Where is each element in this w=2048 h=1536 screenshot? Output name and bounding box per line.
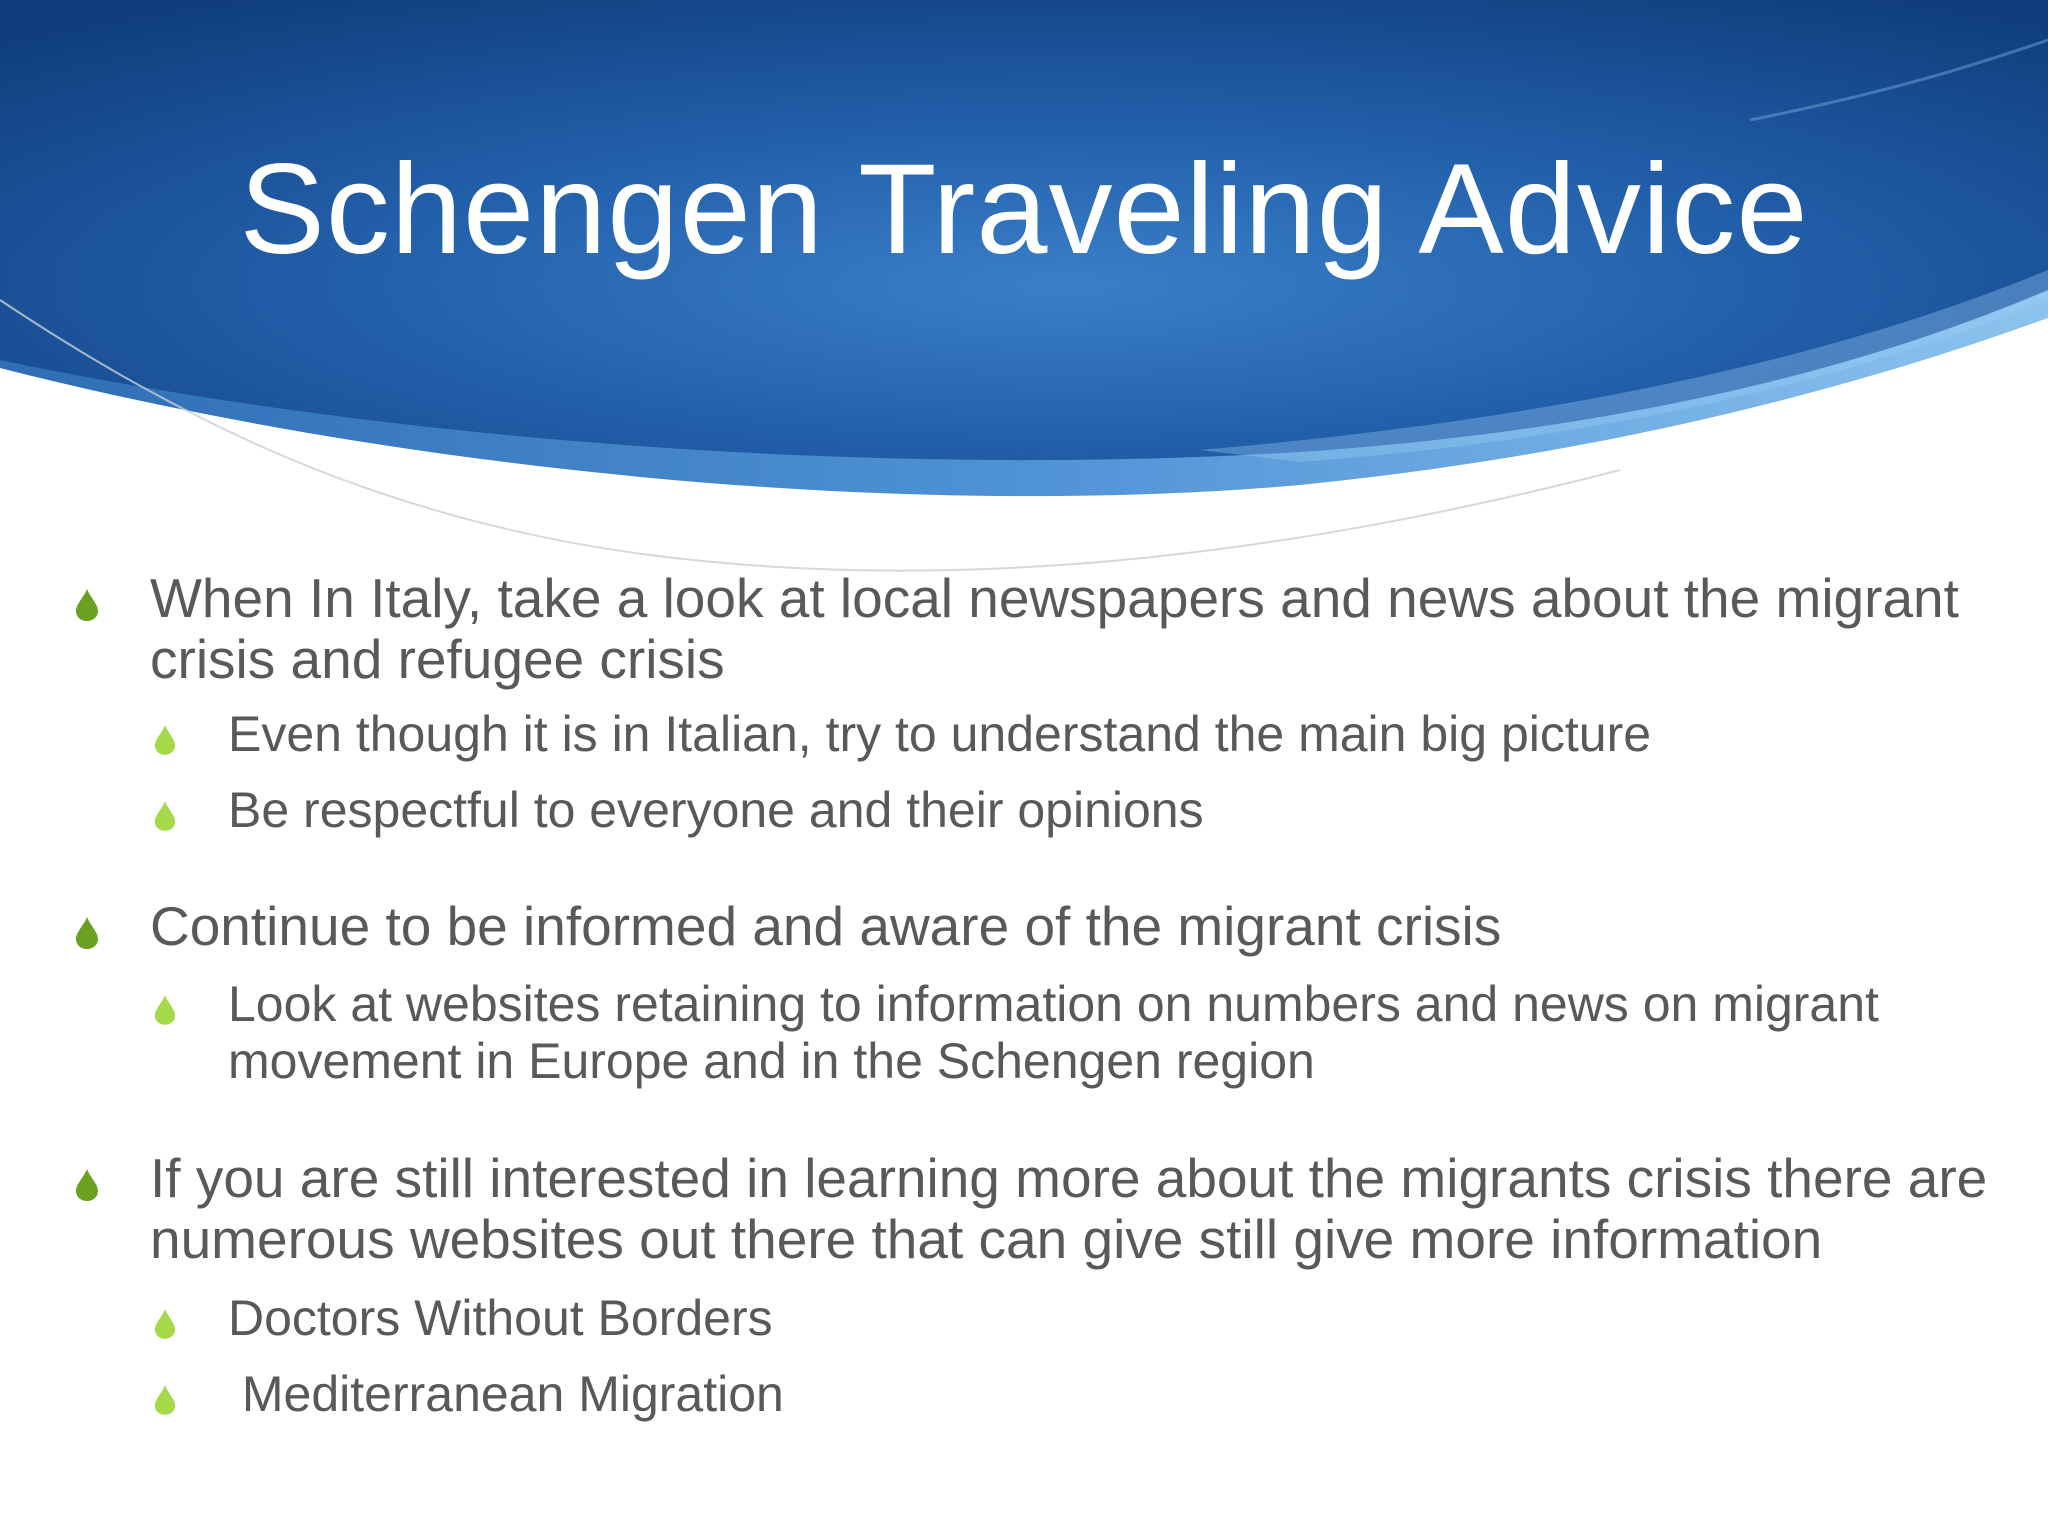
droplet-icon [74, 588, 100, 622]
bullet-item [150, 896, 2010, 957]
droplet-icon [74, 916, 100, 950]
slide-title: Schengen Traveling Advice [239, 138, 1809, 281]
sub-bullet-text: Doctors Without Borders [228, 1290, 773, 1346]
droplet-icon [153, 1384, 177, 1416]
bullet-item [150, 568, 2010, 690]
bullet-text: If you are still interested in learning more about the migrants crisis there are numerous websites out there that can give still give more information [150, 1147, 1988, 1270]
droplet-icon [153, 1308, 177, 1340]
sub-bullet-text: Look at websites retaining to information on numbers and news on migrant movement in Europe and in the Schengen region [228, 976, 1879, 1089]
droplet-icon [153, 800, 177, 832]
bullet-item [150, 1148, 2010, 1270]
droplet-icon [153, 724, 177, 756]
sub-bullet-text: Even though it is in Italian, try to understand the main big picture [228, 706, 1652, 762]
droplet-icon [153, 994, 177, 1026]
sub-bullet-text: Mediterranean Migration [228, 1366, 784, 1422]
sub-bullet-item [228, 976, 2008, 1090]
droplet-icon [74, 1168, 100, 1202]
bullet-text: When In Italy, take a look at local newspapers and news about the migrant crisis and refugee crisis [150, 567, 1959, 690]
sub-bullet-text: Be respectful to everyone and their opinions [228, 782, 1204, 838]
sub-bullet-item [228, 1290, 2008, 1347]
sub-bullet-item [228, 706, 2008, 763]
sub-bullet-item [228, 1366, 2008, 1423]
bullet-text: Continue to be informed and aware of the migrant crisis [150, 895, 1502, 957]
sub-bullet-item [228, 782, 2008, 839]
